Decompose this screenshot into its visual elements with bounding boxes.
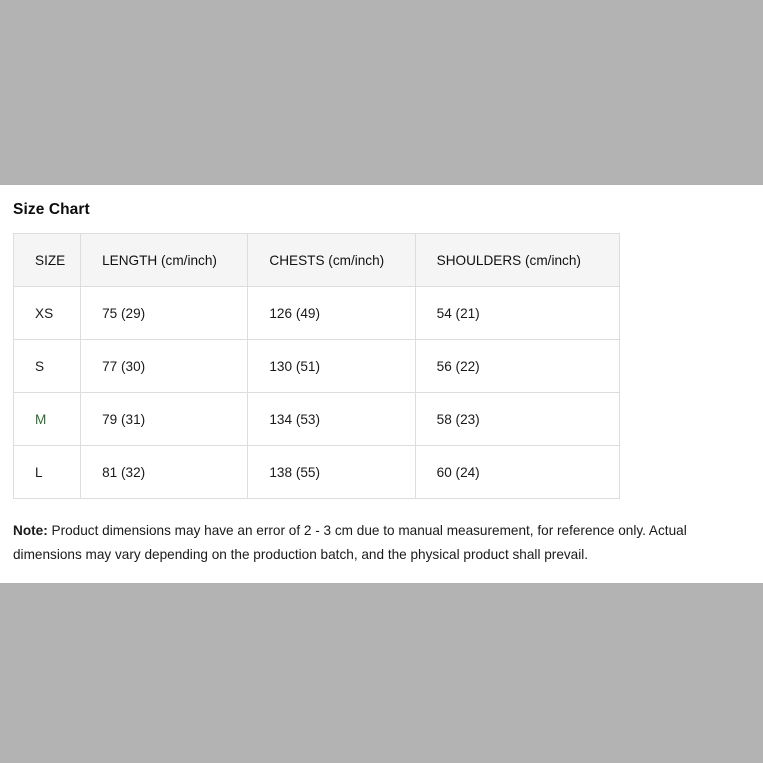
cell-size: M [14,393,81,446]
table-row [14,287,620,340]
size-chart-table [13,233,620,499]
table-body [14,287,620,499]
table-row [14,340,620,393]
cell-shoulder: 54 (21) [415,287,619,340]
cell-length: 79 (31) [81,393,248,446]
table-header-row [14,234,620,287]
page-title: Size Chart [13,201,90,218]
column-header-chests: CHESTS (cm/inch) [248,234,415,287]
column-header-shoulders: SHOULDERS (cm/inch) [415,234,619,287]
cell-chest: 126 (49) [248,287,415,340]
cell-size: L [14,446,81,499]
cell-size: S [14,340,81,393]
cell-chest: 130 (51) [248,340,415,393]
note-text: Product dimensions may have an error of 2 - 3 cm due to manual measurement, for reference only. Actual dimensions may vary depending on the production batch, and the physical product shall prevail. [13,523,687,562]
note-label: Note: [13,523,48,538]
cell-chest: 134 (53) [248,393,415,446]
cell-size: XS [14,287,81,340]
cell-chest: 138 (55) [248,446,415,499]
cell-length: 77 (30) [81,340,248,393]
column-header-length: LENGTH (cm/inch) [81,234,248,287]
column-header-size: SIZE [14,234,81,287]
cell-shoulder: 60 (24) [415,446,619,499]
cell-length: 81 (32) [81,446,248,499]
size-chart-panel [0,185,763,583]
cell-shoulder: 58 (23) [415,393,619,446]
table-row [14,446,620,499]
measurement-note [13,519,750,567]
cell-shoulder: 56 (22) [415,340,619,393]
table-header [14,234,620,287]
cell-length: 75 (29) [81,287,248,340]
table-row [14,393,620,446]
